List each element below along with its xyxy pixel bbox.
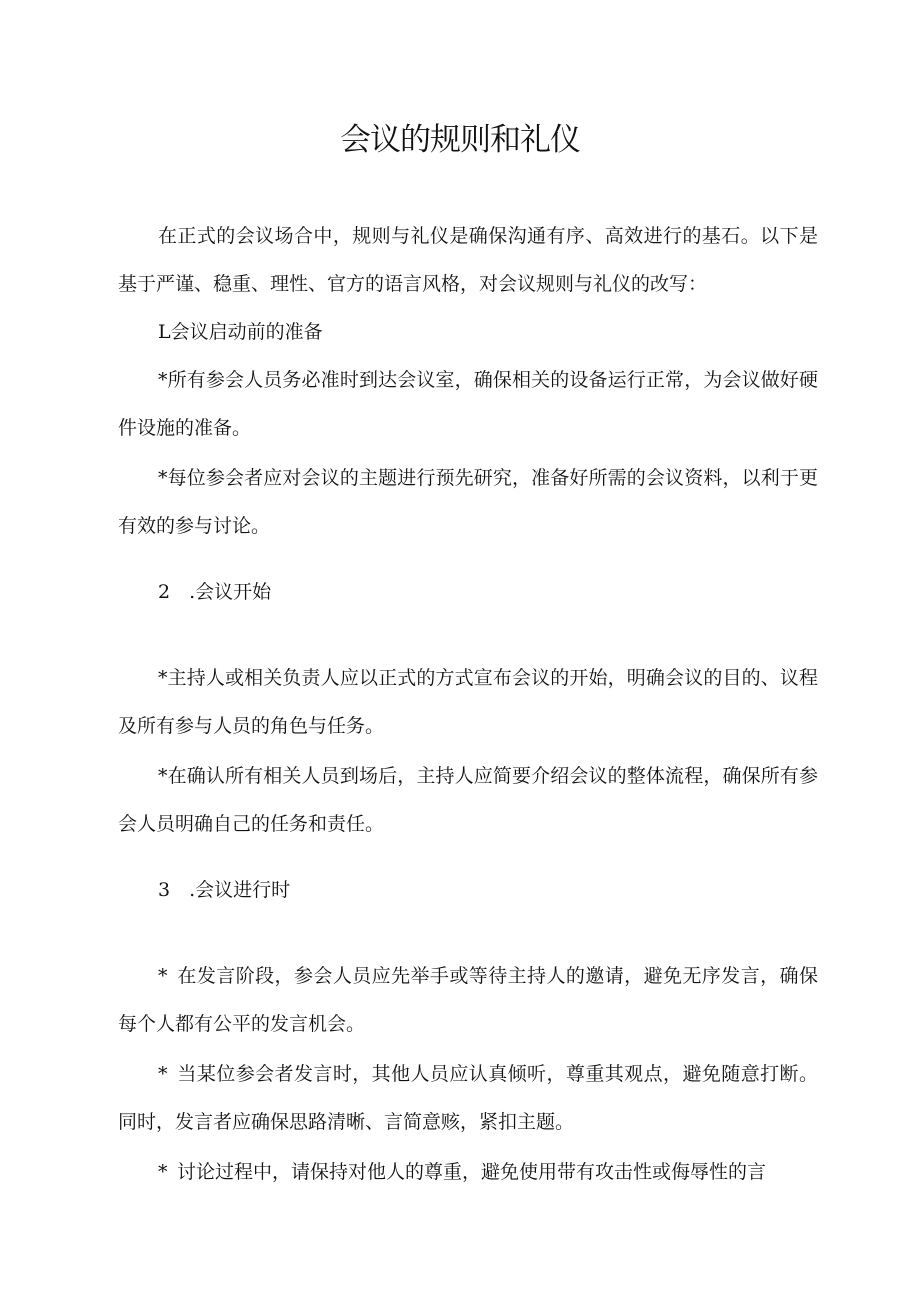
page-title: 会议的规则和礼仪 <box>340 122 580 158</box>
section-heading-3: 3 .会议进行时 <box>158 879 291 901</box>
bullet-paragraph: *所有参会人员务必准时到达会议室，确保相关的设备运行正常，为会议做好硬件设施的准备。 <box>118 369 818 439</box>
bullet-paragraph: * 讨论过程中，请保持对他人的尊重，避免使用带有攻击性或侮辱性的言 <box>158 1161 767 1183</box>
bullet-paragraph: * 当某位参会者发言时，其他人员应认真倾听，尊重其观点，避免随意打断。同时，发言者应确保思路清晰、言简意赅，紧扣主题。 <box>118 1063 818 1133</box>
intro-paragraph: 在正式的会议场合中，规则与礼仪是确保沟通有序、高效进行的基石。以下是基于严谨、稳重、理性、官方的语言风格，对会议规则与礼仪的改写： <box>118 225 818 295</box>
section-heading-1: L会议启动前的准备 <box>158 321 323 343</box>
bullet-paragraph: * 在发言阶段，参会人员应先举手或等待主持人的邀请，避免无序发言，确保每个人都有公平的发言机会。 <box>118 965 818 1035</box>
bullet-paragraph: *在确认所有相关人员到场后，主持人应简要介绍会议的整体流程，确保所有参会人员明确自己的任务和责任。 <box>118 765 818 835</box>
document-body <box>118 212 818 1196</box>
bullet-paragraph: *每位参会者应对会议的主题进行预先研究，准备好所需的会议资料，以利于更有效的参与讨论。 <box>118 467 818 537</box>
bullet-paragraph: *主持人或相关负责人应以正式的方式宣布会议的开始，明确会议的目的、议程及所有参与人员的角色与任务。 <box>118 667 818 737</box>
section-heading-2: 2 .会议开始 <box>158 581 272 603</box>
